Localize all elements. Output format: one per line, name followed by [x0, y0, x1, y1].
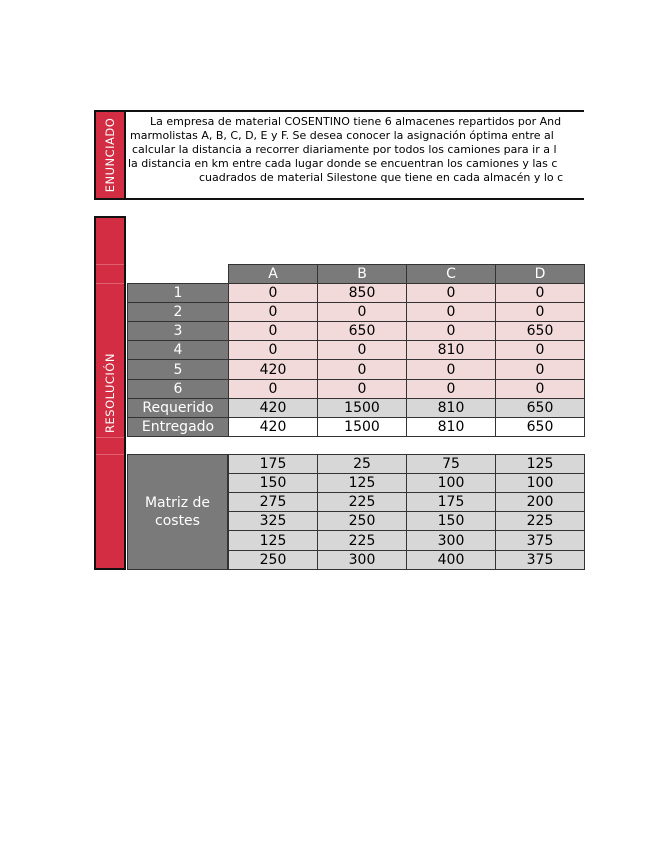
table-cell[interactable]: 0: [406, 359, 496, 380]
column-header-b: B: [317, 264, 407, 284]
table-cell[interactable]: 0: [495, 340, 585, 360]
row-label: 5: [127, 359, 229, 380]
table-cell[interactable]: 0: [406, 321, 496, 341]
column-header-c: C: [406, 264, 496, 284]
enunciado-label: ENUNCIADO: [103, 117, 117, 193]
coste-cell[interactable]: 125: [317, 473, 407, 493]
table-cell[interactable]: 0: [317, 379, 407, 399]
band-divider: [96, 454, 124, 455]
entregado-cell[interactable]: 1500: [317, 417, 407, 437]
band-divider: [96, 283, 124, 284]
row-label: 2: [127, 302, 229, 322]
resolucion-label: RESOLUCIÓN: [103, 353, 117, 433]
coste-cell[interactable]: 75: [406, 454, 496, 474]
table-cell[interactable]: 650: [495, 321, 585, 341]
table-cell[interactable]: 0: [228, 283, 318, 303]
coste-cell[interactable]: 175: [228, 454, 318, 474]
coste-cell[interactable]: 175: [406, 492, 496, 512]
coste-cell[interactable]: 275: [228, 492, 318, 512]
matriz-costes-label: [127, 454, 228, 570]
coste-cell[interactable]: 100: [406, 473, 496, 493]
column-header-a: A: [228, 264, 318, 284]
table-cell[interactable]: 0: [406, 302, 496, 322]
table-cell[interactable]: 0: [317, 359, 407, 380]
table-cell[interactable]: 0: [228, 340, 318, 360]
band-divider: [96, 437, 124, 438]
requerido-cell[interactable]: 420: [228, 398, 318, 418]
coste-cell[interactable]: 150: [406, 511, 496, 531]
coste-cell[interactable]: 300: [317, 550, 407, 570]
band-divider: [96, 264, 124, 265]
table-cell[interactable]: 0: [317, 302, 407, 322]
entregado-cell[interactable]: 420: [228, 417, 318, 437]
enunciado-line-2: marmolistas A, B, C, D, E y F. Se desea conocer la asignación óptima entre al: [130, 129, 554, 142]
row-label: 4: [127, 340, 229, 360]
table-cell[interactable]: 0: [495, 379, 585, 399]
coste-cell[interactable]: 225: [495, 511, 585, 531]
table-cell[interactable]: 0: [406, 283, 496, 303]
coste-cell[interactable]: 25: [317, 454, 407, 474]
enunciado-text: [126, 110, 584, 200]
coste-cell[interactable]: 225: [317, 530, 407, 551]
requerido-label: Requerido: [127, 398, 229, 418]
enunciado-band: [94, 110, 126, 200]
coste-cell[interactable]: 150: [228, 473, 318, 493]
table-cell[interactable]: 810: [406, 340, 496, 360]
row-label: 6: [127, 379, 229, 399]
column-header-d: D: [495, 264, 585, 284]
coste-cell[interactable]: 400: [406, 550, 496, 570]
coste-cell[interactable]: 375: [495, 550, 585, 570]
entregado-label: Entregado: [127, 417, 229, 437]
coste-cell[interactable]: 375: [495, 530, 585, 551]
enunciado-line-1: La empresa de material COSENTINO tiene 6 almacenes repartidos por And: [150, 115, 562, 128]
table-cell[interactable]: 0: [406, 379, 496, 399]
table-cell[interactable]: 0: [495, 359, 585, 380]
table-cell[interactable]: 0: [228, 321, 318, 341]
entregado-cell[interactable]: 650: [495, 417, 585, 437]
table-cell[interactable]: 0: [495, 302, 585, 322]
coste-cell[interactable]: 125: [495, 454, 585, 474]
requerido-cell[interactable]: 650: [495, 398, 585, 418]
requerido-cell[interactable]: 810: [406, 398, 496, 418]
table-cell[interactable]: 0: [228, 379, 318, 399]
table-cell[interactable]: 650: [317, 321, 407, 341]
table-cell[interactable]: 0: [317, 340, 407, 360]
coste-cell[interactable]: 200: [495, 492, 585, 512]
coste-cell[interactable]: 225: [317, 492, 407, 512]
coste-cell[interactable]: 100: [495, 473, 585, 493]
requerido-cell[interactable]: 1500: [317, 398, 407, 418]
row-label: 3: [127, 321, 229, 341]
coste-cell[interactable]: 125: [228, 530, 318, 551]
table-cell[interactable]: 0: [228, 302, 318, 322]
coste-cell[interactable]: 250: [228, 550, 318, 570]
enunciado-line-5: cuadrados de material Silestone que tiene en cada almacén y lo c: [199, 171, 564, 184]
matriz-costes-text: Matriz de costes: [144, 495, 211, 529]
coste-cell[interactable]: 250: [317, 511, 407, 531]
enunciado-line-4: la distancia en km entre cada lugar donde se encuentran los camiones y las c: [128, 157, 558, 170]
entregado-cell[interactable]: 810: [406, 417, 496, 437]
table-cell[interactable]: 420: [228, 359, 318, 380]
coste-cell[interactable]: 325: [228, 511, 318, 531]
table-cell[interactable]: 0: [495, 283, 585, 303]
enunciado-line-3: calcular la distancia a recorrer diariamente por todos los camiones para ir a l: [132, 143, 557, 156]
table-cell[interactable]: 850: [317, 283, 407, 303]
coste-cell[interactable]: 300: [406, 530, 496, 551]
enunciado-block: [94, 110, 584, 200]
row-label: 1: [127, 283, 229, 303]
resolucion-band: [94, 216, 126, 570]
